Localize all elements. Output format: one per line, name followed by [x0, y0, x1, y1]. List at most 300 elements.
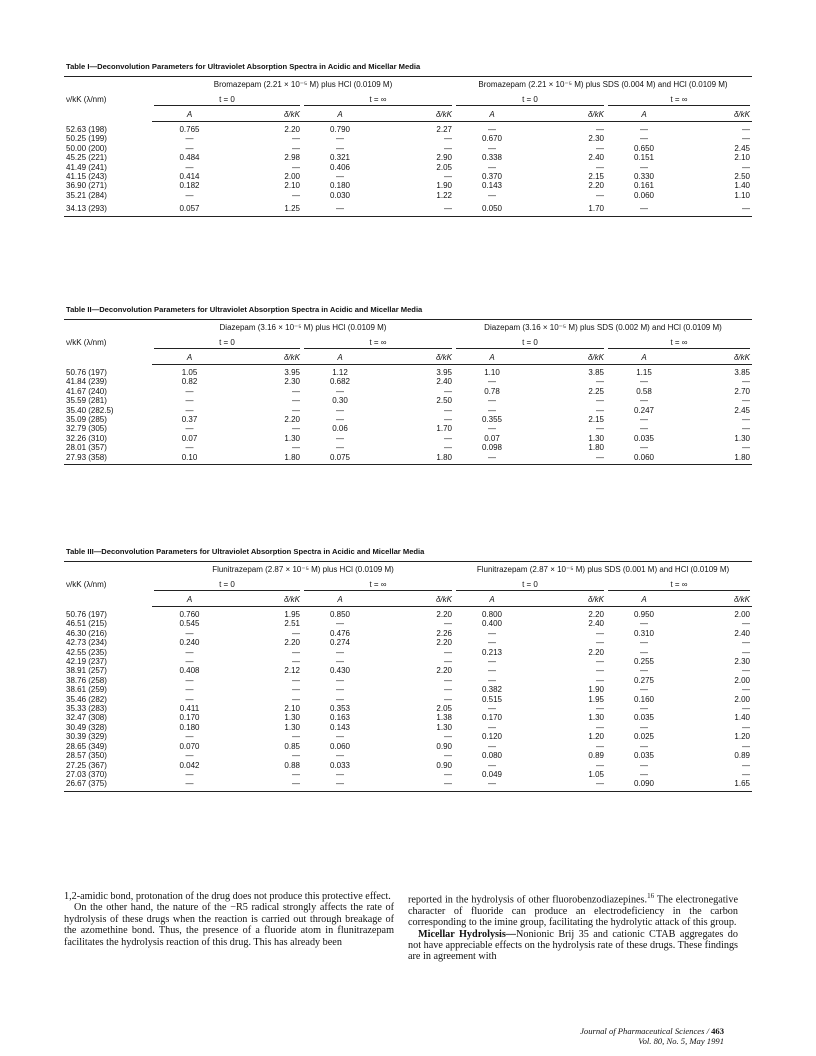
wavenumber-cell: 28.01 (357): [66, 443, 107, 453]
bandwidth-cell: 1.30: [588, 713, 604, 723]
amplitude-cell: —: [640, 760, 648, 770]
col-header-delta: δ/kK: [682, 593, 752, 607]
bandwidth-cell: 2.40: [588, 153, 604, 163]
bandwidth-cell: —: [596, 628, 604, 638]
bandwidth-cell: 2.30: [284, 377, 300, 387]
amplitude-cell: —: [488, 396, 496, 406]
table-row: [64, 648, 752, 657]
wavenumber-cell: 46.51 (215): [66, 619, 107, 629]
col-header-delta: δ/kK: [378, 593, 454, 607]
time-label: t = ∞: [304, 95, 452, 106]
bandwidth-cell: —: [596, 704, 604, 714]
bandwidth-cell: 1.30: [284, 722, 300, 732]
wavenumber-cell: 41.67 (240): [66, 386, 107, 396]
time-header: [152, 92, 302, 108]
bandwidth-cell: —: [444, 675, 452, 685]
bandwidth-cell: —: [292, 396, 300, 406]
table-row: [64, 144, 752, 153]
time-header: [302, 335, 454, 351]
amplitude-cell: 0.650: [633, 143, 655, 153]
wavenumber-cell: 52.63 (198): [66, 124, 107, 134]
bandwidth-cell: 1.90: [436, 181, 452, 191]
amplitude-cell: —: [185, 732, 194, 742]
bandwidth-cell: —: [292, 134, 300, 144]
amplitude-cell: —: [336, 134, 344, 144]
time-label: t = 0: [154, 580, 300, 591]
bandwidth-cell: —: [596, 760, 604, 770]
bandwidth-cell: —: [596, 722, 604, 732]
bandwidth-cell: —: [444, 685, 452, 695]
col-header-delta: δ/kK: [227, 593, 302, 607]
amplitude-cell: —: [336, 143, 344, 153]
wavenumber-cell: 35.40 (282.5): [66, 405, 114, 415]
bandwidth-cell: —: [444, 415, 452, 425]
amplitude-cell: —: [185, 386, 194, 396]
wavenumber-cell: 32.79 (305): [66, 424, 107, 434]
bandwidth-cell: 3.85: [588, 368, 604, 377]
table-1-title: Table I—Deconvolution Parameters for Ultraviolet Absorption Spectra in Acidic and Micellar Media: [66, 62, 421, 71]
bandwidth-cell: —: [596, 143, 604, 153]
paragraph-text: Nonionic Brij 35 and cationic CTAB aggregates do not have appreciable effects on the hydrolysis rate of these drugs. These findings are in agreement with: [408, 928, 738, 963]
bandwidth-cell: —: [742, 162, 750, 172]
table-row: [64, 676, 752, 685]
time-header: [606, 577, 752, 593]
wavenumber-cell: 32.26 (310): [66, 433, 107, 443]
bandwidth-cell: 1.20: [588, 732, 604, 742]
amplitude-cell: —: [336, 405, 344, 415]
wavenumber-cell: 38.91 (257): [66, 666, 107, 676]
amplitude-cell: —: [488, 143, 496, 153]
paragraph: 1,2-amidic bond, protonation of the drug does not produce this protective effect.: [64, 891, 391, 902]
amplitude-cell: 0.060: [329, 741, 351, 751]
wavenumber-cell: 50.25 (199): [66, 134, 107, 144]
bandwidth-cell: 0.90: [436, 741, 452, 751]
amplitude-cell: 0.025: [633, 732, 655, 742]
amplitude-cell: 0.07: [181, 433, 198, 443]
bandwidth-cell: 3.95: [436, 368, 452, 377]
bandwidth-cell: 2.20: [284, 125, 300, 134]
bandwidth-cell: 2.45: [734, 143, 750, 153]
group-header-hcl: Diazepam (3.16 × 10⁻⁵ M) plus HCl (0.0109 M): [152, 320, 454, 336]
amplitude-cell: —: [336, 732, 344, 742]
table-row: [64, 153, 752, 162]
bandwidth-cell: —: [444, 657, 452, 667]
bandwidth-cell: —: [596, 666, 604, 676]
amplitude-cell: 0.760: [179, 610, 200, 619]
amplitude-cell: —: [336, 433, 344, 443]
amplitude-cell: 0.330: [633, 172, 655, 182]
bandwidth-cell: —: [596, 162, 604, 172]
bandwidth-cell: 3.95: [284, 368, 300, 377]
amplitude-cell: 0.035: [633, 751, 655, 761]
bandwidth-cell: 2.20: [284, 415, 300, 425]
amplitude-cell: —: [302, 779, 378, 791]
bandwidth-cell: 1.80: [682, 453, 752, 465]
amplitude-cell: 0.406: [329, 162, 351, 172]
amplitude-cell: 0.090: [606, 779, 682, 791]
journal-name: Journal of Pharmaceutical Sciences /: [580, 1026, 712, 1036]
amplitude-cell: 0.170: [179, 713, 200, 723]
group-header-row: [64, 77, 752, 93]
bandwidth-cell: —: [596, 125, 604, 134]
table-row: [64, 732, 752, 741]
group-header-row: [64, 320, 752, 336]
amplitude-cell: 0.850: [329, 610, 351, 619]
wavenumber-cell: 35.33 (283): [66, 704, 107, 714]
table-row: [64, 723, 752, 732]
amplitude-cell: —: [488, 638, 496, 648]
bandwidth-cell: —: [444, 386, 452, 396]
bandwidth-cell: 1.20: [734, 732, 750, 742]
bandwidth-cell: —: [444, 769, 452, 779]
bandwidth-cell: —: [292, 190, 300, 200]
amplitude-cell: —: [640, 443, 648, 453]
col-header-a: A: [606, 108, 682, 122]
bandwidth-cell: —: [742, 424, 750, 434]
bandwidth-cell: —: [742, 760, 750, 770]
col-header-delta: δ/kK: [530, 351, 606, 365]
bandwidth-cell: 1.30: [588, 433, 604, 443]
amplitude-cell: 0.06: [332, 424, 348, 434]
amplitude-cell: 0.274: [329, 638, 351, 648]
time-header: [454, 577, 606, 593]
time-label: t = 0: [456, 580, 604, 591]
time-label: t = ∞: [608, 338, 750, 349]
amplitude-cell: —: [606, 200, 682, 216]
bandwidth-cell: —: [596, 405, 604, 415]
bandwidth-cell: 1.65: [682, 779, 752, 791]
time-header: [606, 92, 752, 108]
bandwidth-cell: —: [444, 751, 452, 761]
bandwidth-cell: —: [292, 386, 300, 396]
wavenumber-cell: 30.49 (328): [66, 722, 107, 732]
bandwidth-cell: 1.30: [436, 722, 452, 732]
amplitude-cell: 0.035: [633, 433, 655, 443]
bandwidth-cell: 2.25: [588, 386, 604, 396]
bandwidth-cell: 1.30: [734, 433, 750, 443]
bandwidth-cell: 1.40: [734, 713, 750, 723]
body-text-right: [408, 891, 738, 963]
bandwidth-cell: 0.89: [734, 751, 750, 761]
amplitude-cell: 0.075: [302, 453, 378, 465]
amplitude-cell: —: [488, 722, 496, 732]
amplitude-cell: 0.670: [481, 134, 503, 144]
amplitude-cell: 0.78: [484, 386, 500, 396]
bandwidth-cell: —: [444, 143, 452, 153]
amplitude-cell: 0.07: [484, 433, 500, 443]
bandwidth-cell: 1.30: [284, 713, 300, 723]
amplitude-cell: 0.240: [179, 638, 200, 648]
amplitude-cell: 0.033: [329, 760, 351, 770]
time-header: [302, 577, 454, 593]
col-header-delta: δ/kK: [378, 108, 454, 122]
table-row: [64, 666, 752, 675]
col-header-a: A: [606, 351, 682, 365]
bandwidth-cell: 2.00: [734, 610, 750, 619]
table-row: [64, 685, 752, 694]
amplitude-cell: —: [185, 134, 194, 144]
bandwidth-cell: 2.30: [588, 134, 604, 144]
wavenumber-cell: 28.65 (349): [66, 741, 107, 751]
wavenumber-cell: 38.76 (258): [66, 675, 107, 685]
time-label: t = 0: [154, 95, 300, 106]
amplitude-cell: 0.515: [481, 694, 503, 704]
amplitude-cell: —: [336, 415, 344, 425]
bandwidth-cell: —: [292, 732, 300, 742]
wavenumber-cell: 50.76 (197): [66, 609, 107, 619]
bandwidth-cell: —: [444, 647, 452, 657]
table-row: [64, 377, 752, 386]
col-header-delta: δ/kK: [378, 351, 454, 365]
amplitude-cell: 0.275: [633, 675, 655, 685]
reference-marker: 16: [647, 892, 655, 900]
bandwidth-cell: 1.25: [227, 200, 302, 216]
amplitude-cell: —: [640, 619, 648, 629]
section-heading: Micellar Hydrolysis—: [418, 928, 516, 940]
amplitude-cell: 0.163: [329, 713, 351, 723]
bandwidth-cell: 2.40: [588, 619, 604, 629]
bandwidth-cell: —: [292, 424, 300, 434]
bandwidth-cell: 2.90: [436, 153, 452, 163]
bandwidth-cell: —: [444, 134, 452, 144]
bandwidth-cell: 2.30: [734, 657, 750, 667]
amplitude-cell: 0.338: [481, 153, 503, 163]
table-row: [64, 122, 752, 135]
bandwidth-cell: 1.80: [378, 453, 454, 465]
bandwidth-cell: 2.10: [284, 704, 300, 714]
amplitude-cell: 0.180: [329, 181, 351, 191]
amplitude-cell: —: [488, 628, 496, 638]
bandwidth-cell: 0.88: [284, 760, 300, 770]
column-header-row: [64, 593, 752, 607]
bandwidth-cell: 2.51: [284, 619, 300, 629]
bandwidth-cell: 2.15: [588, 172, 604, 182]
amplitude-cell: 0.30: [332, 396, 348, 406]
amplitude-cell: —: [185, 675, 194, 685]
table-row: [64, 657, 752, 666]
amplitude-cell: 0.484: [179, 153, 200, 163]
amplitude-cell: —: [640, 685, 648, 695]
amplitude-cell: —: [640, 125, 648, 134]
bandwidth-cell: —: [742, 396, 750, 406]
col-header-a: A: [302, 593, 378, 607]
bandwidth-cell: —: [742, 769, 750, 779]
amplitude-cell: —: [640, 722, 648, 732]
bandwidth-cell: —: [742, 619, 750, 629]
table-row: [64, 443, 752, 452]
table-row: [64, 607, 752, 620]
bandwidth-cell: —: [596, 657, 604, 667]
bandwidth-cell: 1.40: [734, 181, 750, 191]
page-footer: [560, 1026, 724, 1046]
time-header: [152, 335, 302, 351]
table-row: [64, 424, 752, 433]
wavenumber-cell: 35.46 (282): [66, 694, 107, 704]
wavenumber-cell: 26.67 (375): [64, 779, 152, 791]
amplitude-cell: 0.545: [179, 619, 200, 629]
amplitude-cell: —: [185, 396, 194, 406]
amplitude-cell: —: [640, 396, 648, 406]
bandwidth-cell: —: [378, 200, 454, 216]
bandwidth-cell: —: [444, 619, 452, 629]
table-row: [64, 365, 752, 378]
bandwidth-cell: —: [742, 134, 750, 144]
time-label: t = 0: [456, 95, 604, 106]
wavenumber-cell: 42.19 (237): [66, 657, 107, 667]
bandwidth-cell: —: [742, 638, 750, 648]
amplitude-cell: —: [336, 751, 344, 761]
time-label: t = ∞: [304, 580, 452, 591]
wavenumber-cell: 50.76 (197): [66, 367, 107, 377]
table-row: [64, 695, 752, 704]
amplitude-cell: 0.030: [329, 190, 351, 200]
amplitude-cell: 0.414: [179, 172, 200, 182]
amplitude-cell: 0.080: [481, 751, 503, 761]
amplitude-cell: —: [336, 694, 344, 704]
amplitude-cell: —: [488, 657, 496, 667]
amplitude-cell: —: [488, 190, 496, 200]
wavenumber-cell: 27.25 (367): [66, 760, 107, 770]
time-label: t = 0: [456, 338, 604, 349]
amplitude-cell: 0.160: [633, 694, 655, 704]
col-header-a: A: [302, 108, 378, 122]
table-1: [64, 76, 752, 217]
bandwidth-cell: 1.90: [588, 685, 604, 695]
amplitude-cell: —: [185, 190, 194, 200]
time-header: [152, 577, 302, 593]
amplitude-cell: 1.15: [636, 368, 652, 377]
bandwidth-cell: 2.40: [734, 628, 750, 638]
paragraph-text: The electronegative character of fluoride can produce an electrodeficiency in the carbon corresponding to the imine group, facilitating the hydrolytic attack of this group.: [408, 894, 738, 929]
amplitude-cell: —: [488, 741, 496, 751]
wavenumber-cell: 32.47 (308): [66, 713, 107, 723]
amplitude-cell: —: [336, 386, 344, 396]
bandwidth-cell: —: [596, 675, 604, 685]
wavenumber-cell: 42.55 (235): [66, 647, 107, 657]
bandwidth-cell: —: [742, 125, 750, 134]
bandwidth-cell: 1.80: [227, 453, 302, 465]
table-row: [64, 779, 752, 791]
table-row: [64, 713, 752, 722]
amplitude-cell: 0.353: [329, 704, 351, 714]
bandwidth-cell: 2.20: [588, 647, 604, 657]
amplitude-cell: —: [185, 143, 194, 153]
paragraph: [408, 891, 738, 929]
amplitude-cell: 0.035: [633, 713, 655, 723]
table-row: [64, 200, 752, 216]
amplitude-cell: 0.098: [481, 443, 503, 453]
col-header-a: A: [152, 108, 227, 122]
wavenumber-cell: 41.49 (241): [66, 162, 107, 172]
amplitude-cell: —: [336, 443, 344, 453]
amplitude-cell: —: [152, 779, 227, 791]
table-row: [64, 181, 752, 190]
amplitude-cell: —: [185, 657, 194, 667]
amplitude-cell: —: [185, 694, 194, 704]
bandwidth-cell: —: [292, 694, 300, 704]
bandwidth-cell: 2.20: [588, 610, 604, 619]
bandwidth-cell: 2.10: [284, 181, 300, 191]
amplitude-cell: 0.411: [179, 704, 200, 714]
amplitude-cell: —: [640, 162, 648, 172]
bandwidth-cell: 0.89: [588, 751, 604, 761]
table-row: [64, 761, 752, 770]
amplitude-cell: 1.10: [484, 368, 500, 377]
amplitude-cell: —: [640, 647, 648, 657]
bandwidth-cell: 2.27: [436, 125, 452, 134]
group-header-hcl: Bromazepam (2.21 × 10⁻⁵ M) plus HCl (0.0109 M): [152, 77, 454, 93]
amplitude-cell: 0.182: [179, 181, 200, 191]
amplitude-cell: —: [336, 172, 344, 182]
table-row: [64, 134, 752, 143]
bandwidth-cell: —: [292, 685, 300, 695]
amplitude-cell: 0.151: [633, 153, 655, 163]
bandwidth-cell: —: [596, 741, 604, 751]
amplitude-cell: —: [454, 453, 530, 465]
group-header-sds: Flunitrazepam (2.87 × 10⁻⁵ M) plus SDS (0.001 M) and HCl (0.0109 M): [454, 562, 752, 578]
bandwidth-cell: —: [444, 694, 452, 704]
paragraph-text: reported in the hydrolysis of other fluorobenzodiazepines.: [408, 894, 648, 906]
amplitude-cell: 0.82: [181, 377, 198, 387]
amplitude-cell: —: [336, 657, 344, 667]
bandwidth-cell: 2.10: [734, 153, 750, 163]
column-header-row: [64, 351, 752, 365]
amplitude-cell: 0.682: [329, 377, 351, 387]
bandwidth-cell: 1.80: [588, 443, 604, 453]
time-header: [454, 335, 606, 351]
amplitude-cell: 0.049: [481, 769, 503, 779]
table-row: [64, 406, 752, 415]
col-header-delta: δ/kK: [530, 593, 606, 607]
amplitude-cell: —: [185, 443, 194, 453]
bandwidth-cell: 1.95: [588, 694, 604, 704]
amplitude-cell: 0.430: [329, 666, 351, 676]
bandwidth-cell: —: [742, 666, 750, 676]
table-row: [64, 629, 752, 638]
bandwidth-cell: —: [682, 200, 752, 216]
amplitude-cell: 0.060: [633, 190, 655, 200]
bandwidth-cell: —: [742, 377, 750, 387]
bandwidth-cell: 2.70: [734, 386, 750, 396]
column-header-row: [64, 108, 752, 122]
wavenumber-cell: 36.90 (271): [66, 181, 107, 191]
paragraph: [408, 929, 738, 963]
bandwidth-cell: —: [227, 779, 302, 791]
bandwidth-cell: 1.95: [284, 610, 300, 619]
group-header-hcl: Flunitrazepam (2.87 × 10⁻⁵ M) plus HCl (0.0109 M): [152, 562, 454, 578]
amplitude-cell: 0.790: [329, 125, 351, 134]
amplitude-cell: —: [640, 377, 648, 387]
wavenumber-cell: 30.39 (329): [66, 732, 107, 742]
wavenumber-cell: 50.00 (200): [66, 143, 107, 153]
amplitude-cell: 0.382: [481, 685, 503, 695]
row-label-header: ν/kK (λ/nm): [64, 320, 152, 365]
bandwidth-cell: —: [596, 396, 604, 406]
bandwidth-cell: —: [292, 675, 300, 685]
bandwidth-cell: 2.05: [436, 162, 452, 172]
bandwidth-cell: —: [292, 405, 300, 415]
bandwidth-cell: 2.50: [436, 396, 452, 406]
body-text-left: [64, 891, 394, 948]
paragraph: On the other hand, the nature of the −R5 radical strongly affects the rate of hydrolysis of these drugs when the reaction is carried out through breakage of the azomethine bond. Thus, the presence of a fluoride atom in flunitrazepam facilitates the hydrolysis reaction of this drug. This has already been: [64, 902, 394, 948]
bandwidth-cell: 1.38: [436, 713, 452, 723]
bandwidth-cell: 2.40: [436, 377, 452, 387]
wavenumber-cell: 35.09 (285): [66, 415, 107, 425]
col-header-delta: δ/kK: [530, 108, 606, 122]
amplitude-cell: 1.05: [181, 368, 198, 377]
table-2-title: Table II—Deconvolution Parameters for Ultraviolet Absorption Spectra in Acidic and Micellar Media: [66, 305, 423, 314]
table-row: [64, 704, 752, 713]
